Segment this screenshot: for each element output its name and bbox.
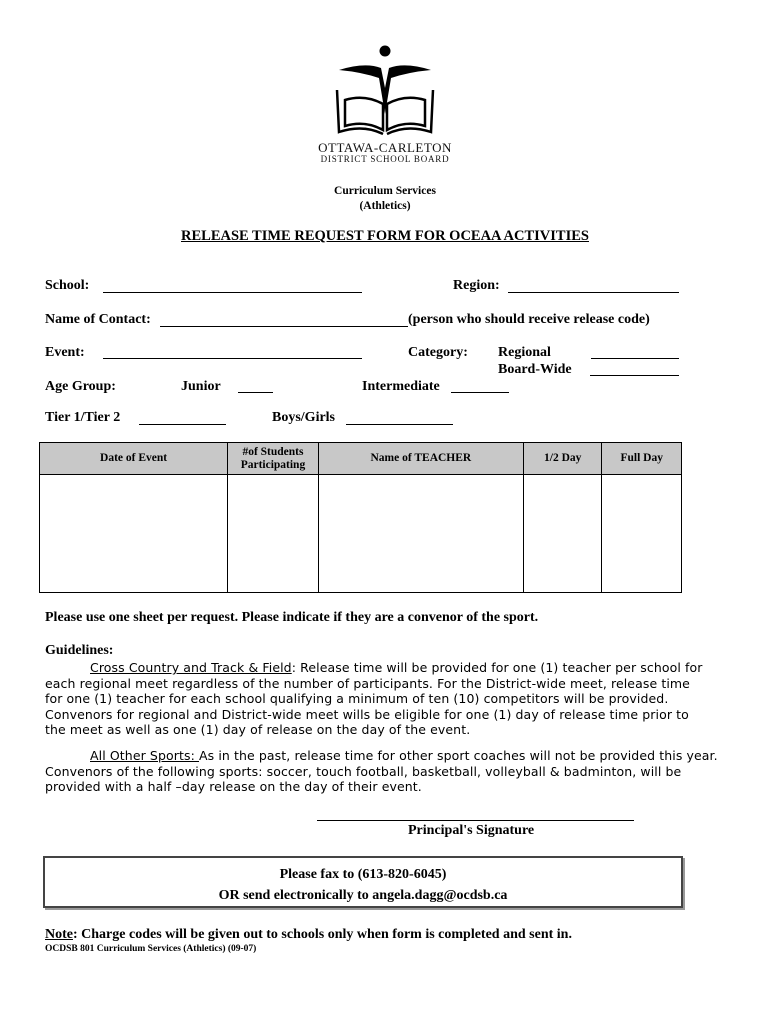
region-field[interactable] — [508, 292, 679, 293]
full-day-cell[interactable] — [602, 475, 682, 593]
regional-field[interactable] — [591, 358, 679, 359]
col-teacher: Name of TEACHER — [318, 443, 523, 475]
track-line1: : Release time will be provided for one (1) teacher per school for — [291, 660, 703, 675]
event-field[interactable] — [103, 358, 362, 359]
guidelines-heading: Guidelines: — [45, 643, 114, 658]
department-name: Curriculum Services — [334, 185, 436, 197]
table-row — [40, 475, 682, 593]
students-cell[interactable] — [228, 475, 319, 593]
instructions: Please use one sheet per request. Please indicate if they are a convenor of the sport. — [45, 610, 539, 625]
intermediate-label: Intermediate — [362, 379, 440, 394]
category-regional: Regional — [498, 345, 551, 360]
track-title: Cross Country and Track & Field — [90, 660, 292, 675]
tier-label: Tier 1/Tier 2 — [45, 410, 121, 425]
note-label: Note — [45, 927, 73, 942]
logo-line1: OTTAWA-CARLETON — [318, 140, 452, 155]
guideline-other — [45, 748, 735, 795]
logo-line2: DISTRICT SCHOOL BOARD — [320, 154, 450, 164]
track-line5: the meet as well as one (1) day of release on the day of the event. — [45, 722, 471, 737]
fax-line: Please fax to (613-820-6045) — [279, 867, 447, 882]
col-half-day: 1/2 Day — [524, 443, 602, 475]
contact-label: Name of Contact: — [45, 312, 151, 327]
junior-field[interactable] — [238, 392, 273, 393]
teacher-cell[interactable] — [318, 475, 523, 593]
half-day-cell[interactable] — [524, 475, 602, 593]
col-students: #of Students Participating — [228, 443, 319, 475]
guideline-track — [45, 660, 735, 738]
sub-department: (Athletics) — [359, 200, 411, 212]
category-label: Category: — [408, 345, 468, 360]
boardwide-field[interactable] — [590, 375, 679, 376]
form-title: RELEASE TIME REQUEST FORM FOR OCEAA ACTIVITIES — [181, 228, 589, 244]
boys-girls-label: Boys/Girls — [272, 410, 336, 425]
footer-code: OCDSB 801 Curriculum Services (Athletics) (09-07) — [45, 944, 257, 954]
intermediate-field[interactable] — [451, 392, 509, 393]
track-line3: for one (1) teacher for each school qualifying a minimum of ten (10) competitors will be provided. — [45, 691, 669, 706]
school-label: School: — [45, 278, 90, 293]
contact-note: (person who should receive release code) — [408, 312, 650, 327]
date-cell[interactable] — [40, 475, 228, 593]
other-line3: provided with a half –day release on the day of their event. — [45, 779, 422, 794]
age-group-label: Age Group: — [45, 379, 116, 394]
region-label: Region: — [453, 278, 500, 293]
track-line2: each regional meet regardless of the number of participants. For the District-wide meet, release time — [45, 675, 690, 691]
other-line1: As in the past, release time for other sport coaches will not be provided this year. — [199, 748, 718, 763]
boys-girls-field[interactable] — [346, 424, 453, 425]
tier-field[interactable] — [139, 424, 226, 425]
contact-field[interactable] — [160, 326, 408, 327]
ocdsb-logo — [325, 44, 445, 136]
email-line: OR send electronically to angela.dagg@ocdsb.ca — [218, 888, 508, 903]
other-title: All Other Sports: — [90, 748, 199, 763]
col-full-day: Full Day — [602, 443, 682, 475]
signature-label: Principal's Signature — [408, 823, 535, 838]
junior-label: Junior — [181, 379, 221, 394]
table-header-row — [40, 443, 682, 475]
note-text: : Charge codes will be given out to schools only when form is completed and sent in. — [73, 927, 572, 942]
fax-box — [43, 856, 683, 908]
track-line4: Convenors for regional and District-wide meet wills be eligible for one (1) day of release time prior to — [45, 706, 689, 722]
event-label: Event: — [45, 345, 85, 360]
other-line2: Convenors of the following sports: soccer, touch football, basketball, volleyball & badminton, will be — [45, 763, 682, 779]
col-date: Date of Event — [40, 443, 228, 475]
school-field[interactable] — [103, 292, 362, 293]
category-boardwide: Board-Wide — [498, 362, 572, 377]
signature-line[interactable] — [317, 820, 634, 821]
request-table — [39, 442, 682, 593]
note — [45, 927, 572, 943]
